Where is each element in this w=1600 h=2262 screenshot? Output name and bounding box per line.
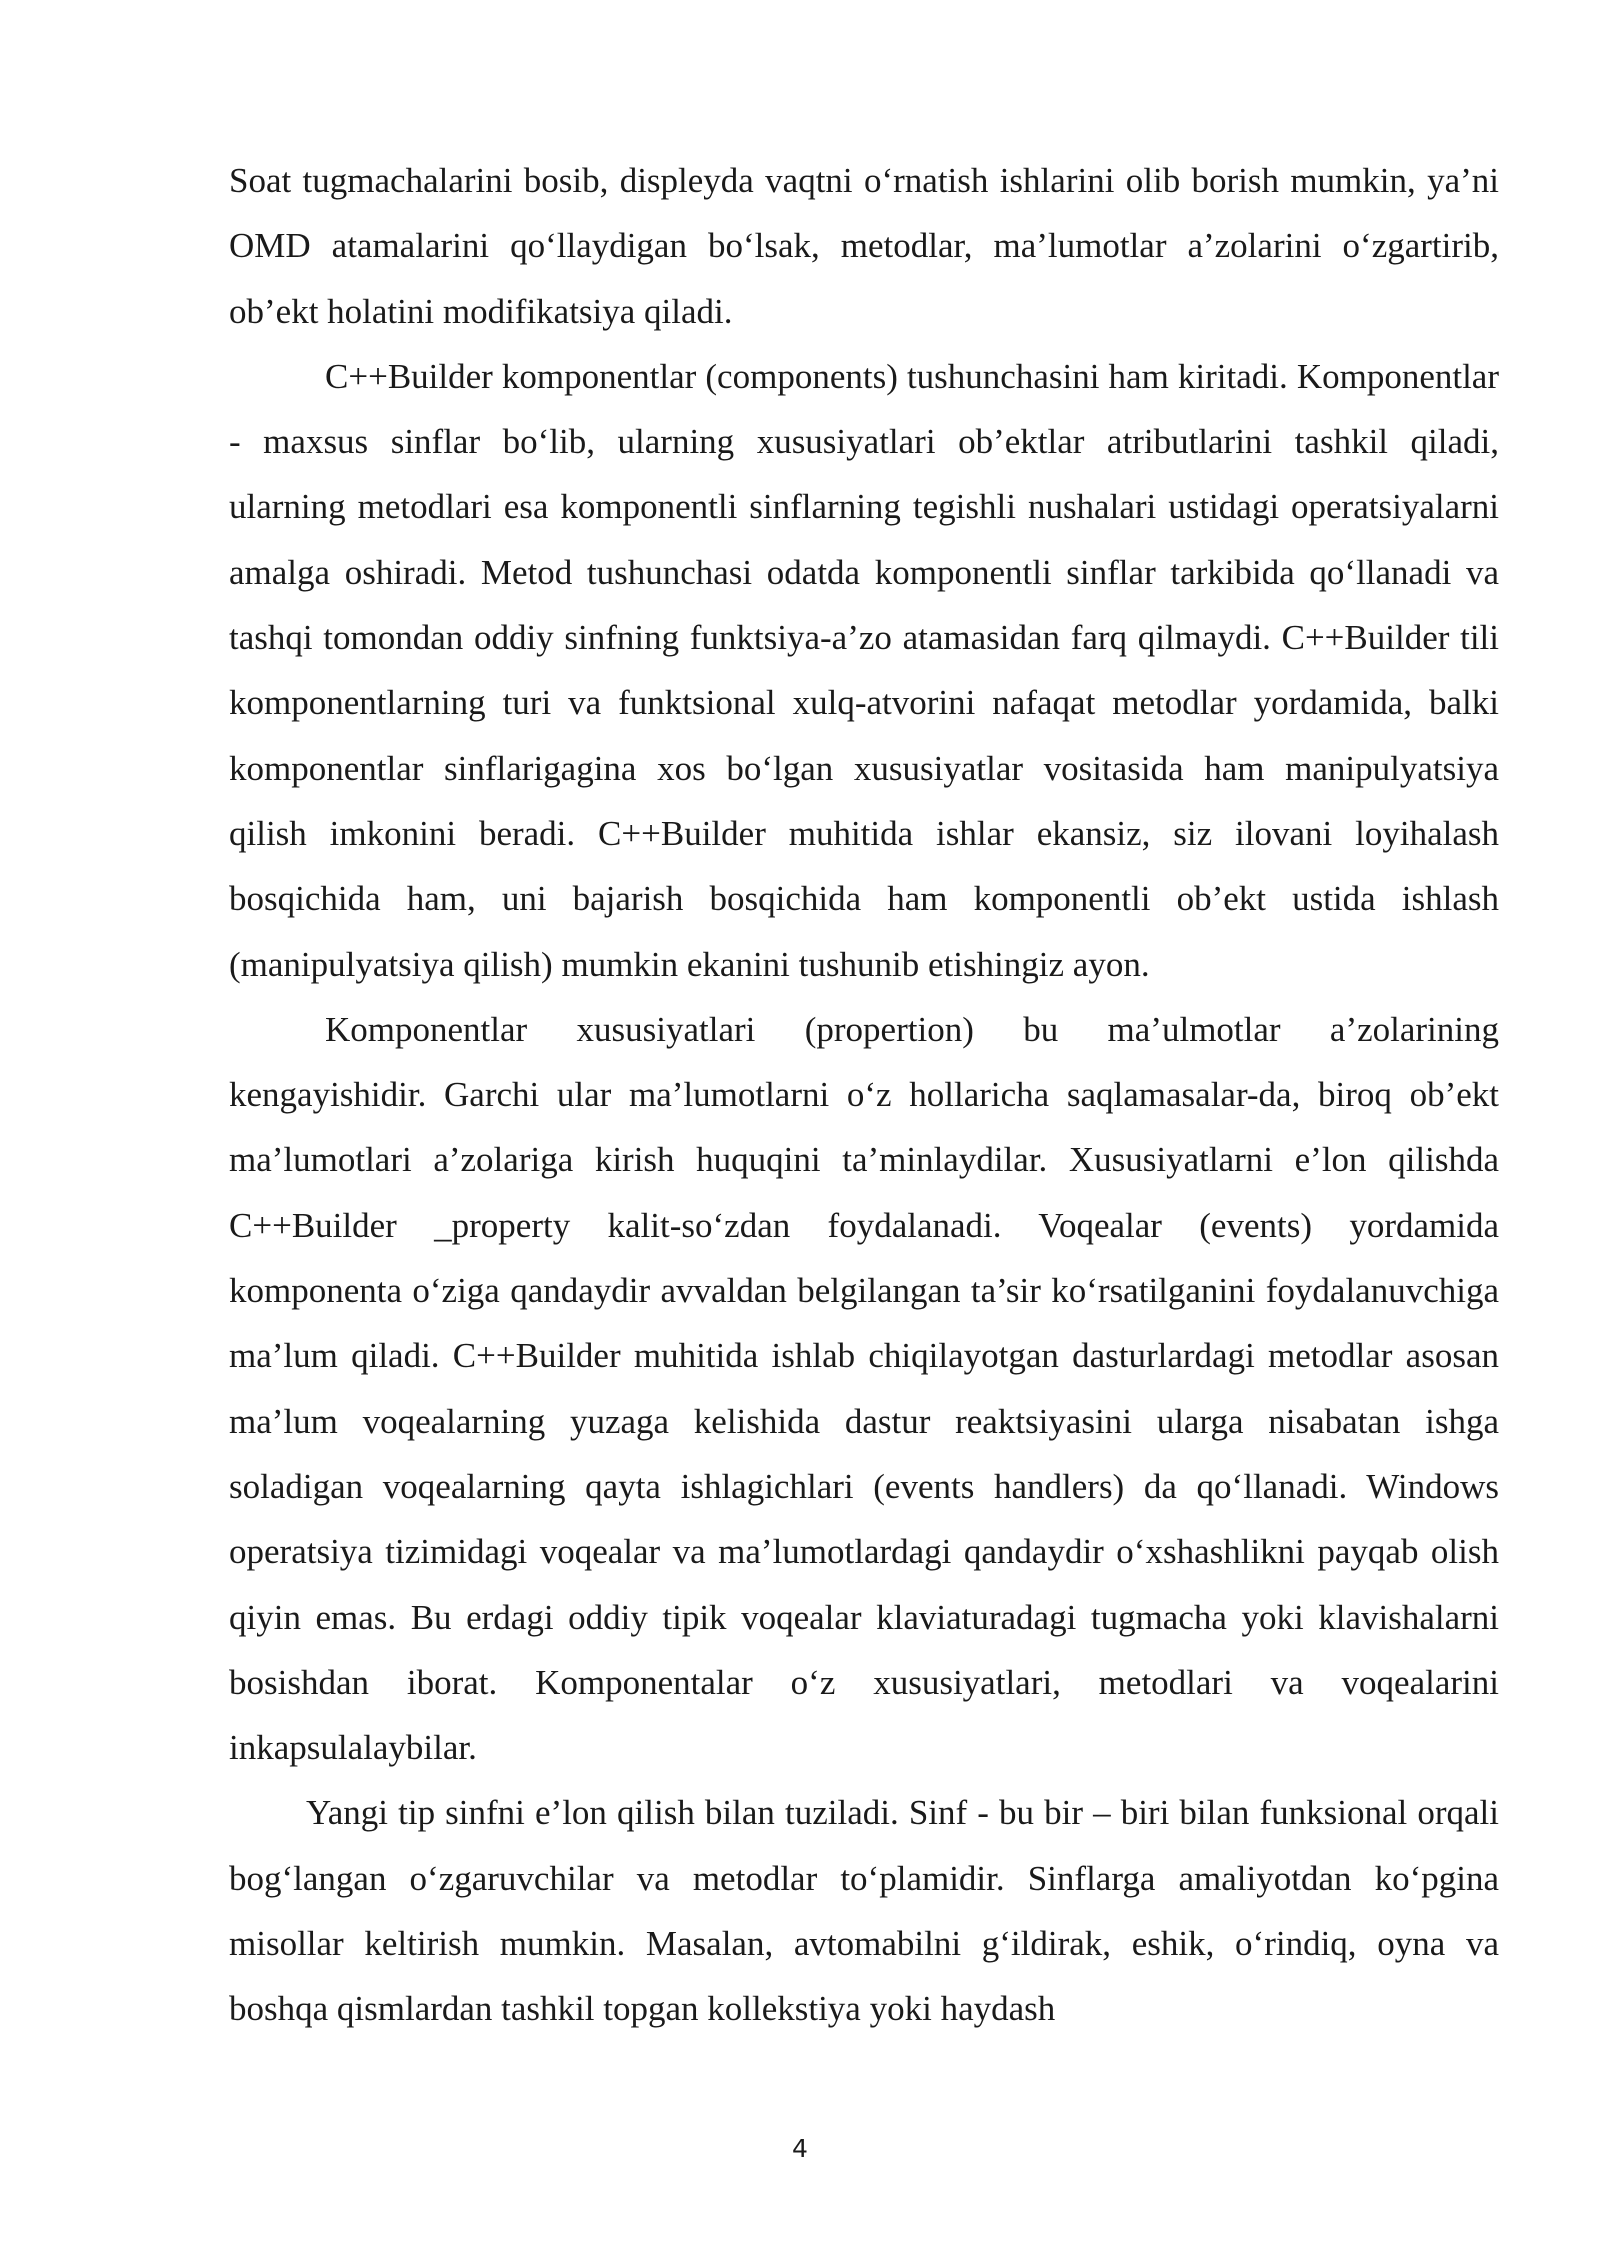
paragraph-2: C++Builder komponentlar (components) tushunchasini ham kiritadi. Komponentlar - maxsus sinflar bo‘lib, ularning xususiyatlari ob’ektlar atributlarini tashkil qiladi, ularning metodlari esa komponentli sinflarning tegishli nushalari ustidagi operatsiyalarni amalga oshiradi. Metod tushunchasi odatda komponentli sinflar tarkibida qo‘llanadi va tashqi tomondan oddiy sinfning funktsiya-a’zo atamasidan farq qilmaydi. C++Builder tili komponentlarning turi va funktsional xulq-atvorini nafaqat metodlar yordamida, balki komponentlar sinflarigagina xos bo‘lgan xususiyatlar vositasida ham manipulyatsiya qilish imkonini beradi. C++Builder muhitida ishlar ekansiz, siz ilovani loyihalash bosqichida ham, uni bajarish bosqichida ham komponentli ob’ekt ustida ishlash (manipulyatsiya qilish) mumkin ekanini tushunib etishingiz ayon.	[229, 356, 1499, 984]
paragraph-3: Komponentlar xususiyatlari (propertion) bu ma’ulmotlar a’zolarining kengayishidir. Garchi ular ma’lumotlarni o‘z hollaricha saqlamasalar-da, biroq ob’ekt ma’lumotlari a’zolariga kirish huquqini ta’minlaydilar. Xususiyatlarni e’lon qilishda C++Builder _property kalit-so‘zdan foydalanadi. Voqealar (events) yordamida komponenta o‘ziga qandaydir avvaldan belgilangan ta’sir ko‘rsatilganini foydalanuvchiga ma’lum qiladi. C++Builder muhitida ishlab chiqilayotgan dasturlardagi metodlar asosan ma’lum voqealarning yuzaga kelishida dastur reaktsiyasini ularga nisabatan ishga soladigan voqealarning qayta ishlagichlari (events handlers) da qo‘llanadi. Windows operatsiya tizimidagi voqealar va ma’lumotlardagi qandaydir o‘xshashlikni payqab olish qiyin emas. Bu erdagi oddiy tipik voqealar klaviaturadagi tugmacha yoki klavishalarni bosishdan iborat. Komponentalar o‘z xususiyatlari, metodlari va voqealarini inkapsulalaybilar.	[229, 1009, 1499, 1768]
paragraph-1: Soat tugmachalarini bosib, displeyda vaqtni o‘rnatish ishlarini olib borish mumkin, ya’ni OMD atamalarini qo‘llaydigan bo‘lsak, metodlar, ma’lumotlar a’zolarini o‘zgartirib, ob’ekt holatini modifikatsiya qiladi.	[229, 161, 1499, 331]
paragraph-4: Yangi tip sinfni e’lon qilish bilan tuziladi. Sinf - bu bir – biri bilan funksional orqali bog‘langan o‘zgaruvchilar va metodlar to‘plamidir. Sinflarga amaliyotdan ko‘pgina misollar keltirish mumkin. Masalan, avtomabilni g‘ildirak, eshik, o‘rindiq, oyna va boshqa qismlardan tashkil topgan kollekstiya yoki haydash	[229, 1793, 1499, 2029]
document-body	[229, 148, 1499, 2042]
page-number: 4	[792, 2134, 808, 2163]
